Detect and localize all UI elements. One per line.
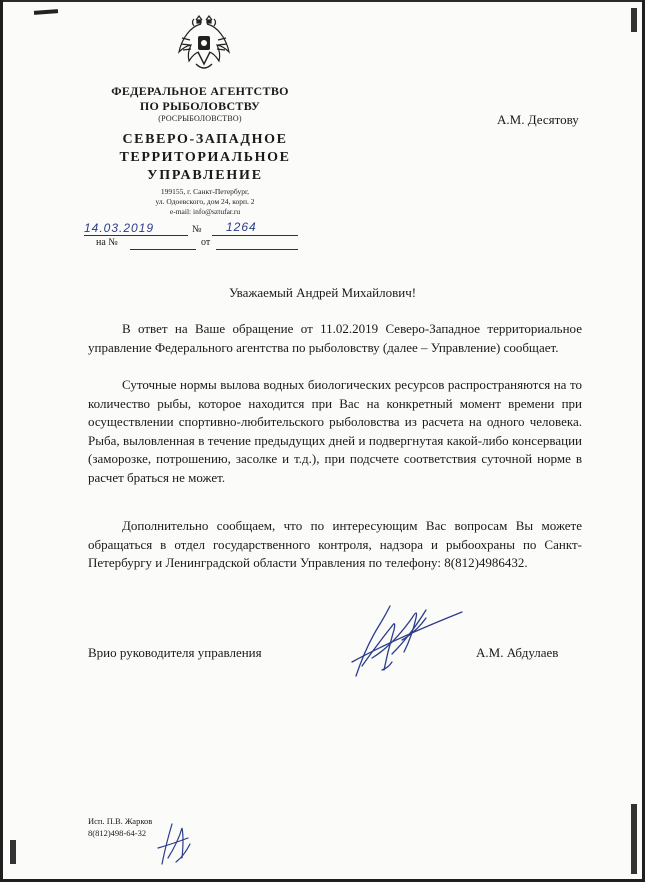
- outgoing-number-label: №: [192, 224, 202, 235]
- date-underline: [84, 235, 188, 236]
- number-underline: [212, 235, 298, 236]
- scan-border-top: [0, 0, 645, 2]
- addressee: А.М. Десятову: [497, 112, 579, 127]
- scan-mark: [631, 804, 637, 874]
- department-name-line3: УПРАВЛЕНИЕ: [147, 168, 263, 183]
- reference-number-label: на №: [96, 237, 118, 248]
- agency-name-line1: ФЕДЕРАЛЬНОЕ АГЕНТСТВО: [111, 84, 289, 98]
- reference-number-underline: [130, 249, 196, 250]
- agency-abbreviation: (РОСРЫБОЛОВСТВО): [158, 114, 242, 123]
- body-paragraph: Дополнительно сообщаем, что по интересующим Вас вопросам Вы можете обращаться в отдел государственного контроля, надзора и рыбоохраны по Санкт-Петербургу и Ленинградской области Управления по телефону: 8(812)4986432.: [88, 518, 582, 571]
- body-paragraph: В ответ на Ваше обращение от 11.02.2019 Северо-Западное территориальное управление Федерального агентства по рыболовству (далее – Управление) сообщает.: [88, 321, 582, 355]
- reference-date-underline: [216, 249, 298, 250]
- address-line: ул. Одоевского, дом 24, корп. 2: [155, 197, 255, 206]
- outgoing-number-handwritten: 1264: [226, 220, 257, 234]
- signatory-title: Врио руководителя управления: [88, 645, 262, 660]
- body-paragraph: Суточные нормы вылова водных биологических ресурсов распространяются на то количество рыбы, которое находится при Вас на конкретный момент времени при осуществлении спортивно-любительского рыболовства из расчета на одного человека. Рыба, выловленная в течение предыдущих дней и подвергнутая какой-либо консервации (заморозке, потрошению, засолке и т.д.), при подсчете соответствия суточной норме в расчет браться не может.: [88, 377, 582, 485]
- scan-border-left: [0, 0, 3, 882]
- scan-mark: [10, 840, 16, 864]
- department-address: [110, 187, 300, 217]
- scan-mark: [34, 9, 58, 15]
- coat-of-arms-emblem-icon: [176, 14, 232, 76]
- executor-initials-signature: [150, 818, 200, 868]
- salutation: Уважаемый Андрей Михайлович!: [228, 285, 417, 300]
- address-line: 199155, г. Санкт-Петербург,: [160, 187, 250, 196]
- department-name-line1: СЕВЕРО-ЗАПАДНОЕ: [122, 132, 288, 147]
- outgoing-date-handwritten: 14.03.2019: [84, 221, 155, 235]
- scan-mark: [631, 8, 637, 32]
- reference-date-label: от: [201, 237, 211, 248]
- executor-phone: 8(812)498-64-32: [88, 828, 147, 838]
- agency-name-line2: ПО РЫБОЛОВСТВУ: [139, 99, 261, 113]
- signatory-name: А.М. Абдулаев: [476, 645, 559, 660]
- department-name-line2: ТЕРРИТОРИАЛЬНОЕ: [119, 150, 291, 165]
- executor-name: Исп. П.В. Жарков: [88, 816, 153, 826]
- email-line: e-mail: info@sztufar.ru: [169, 207, 241, 216]
- handwritten-signature: [342, 596, 472, 686]
